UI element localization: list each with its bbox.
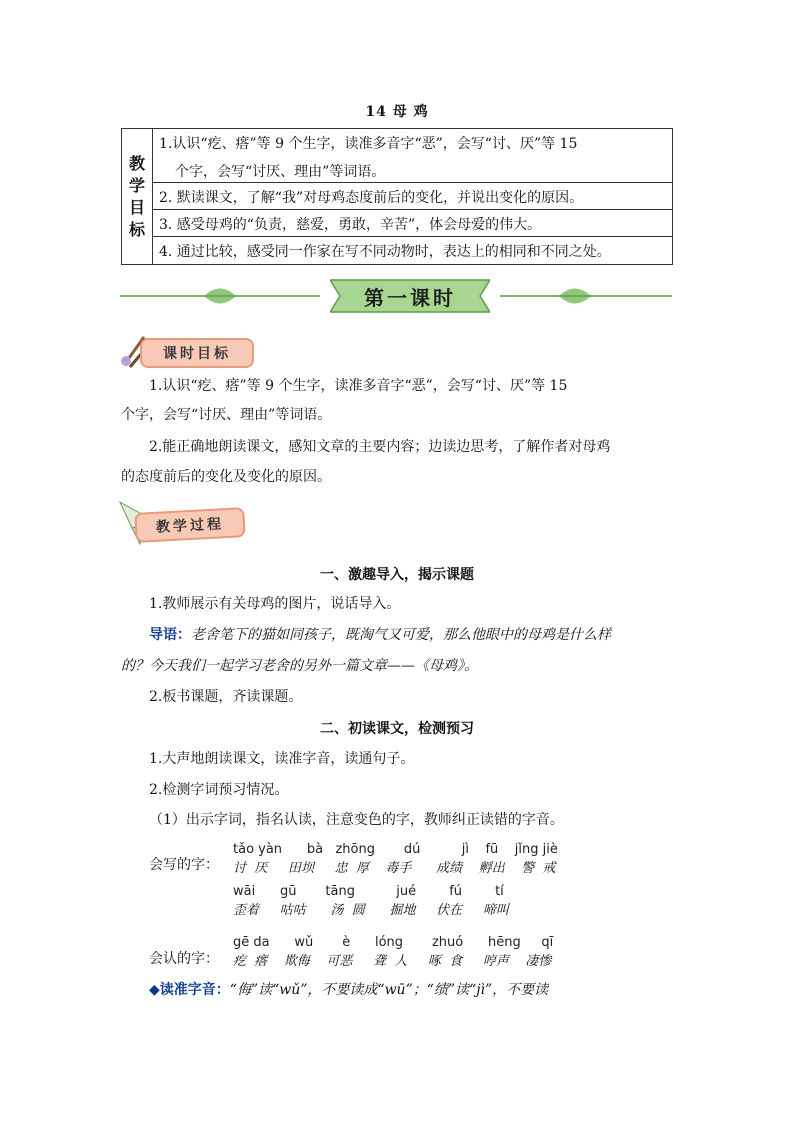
lesson-goals-tag: 课时目标 [140, 338, 254, 368]
objective-item-continued: 个字，会写“讨厌、理由”等词语。 [175, 164, 386, 180]
read-words-label: 会认的字： [149, 951, 219, 967]
intro-label: 导语： [149, 627, 191, 643]
write-pinyin-row: tǎo yàn bà zhōng dú jì fū jǐng jiè [233, 842, 558, 857]
objectives-label-char: 学 [128, 175, 145, 195]
paragraph: （1）出示字词，指名认读，注意变色的字，教师纠正读错的字音。 [149, 812, 564, 828]
read-words-row: 疙 瘩 欺侮 可恶 聋 人 啄 食 哼声 凄惨 [233, 954, 552, 969]
objective-item: 3. 感受母鸡的“负责，慈爱，勇敢，辛苦”，体会母爱的伟大。 [159, 217, 542, 233]
paragraph: 2.板书课题，齐读课题。 [149, 689, 303, 705]
objectives-label-char: 标 [128, 219, 145, 239]
write-words-row: 讨 厌 田坝 忠 厚 毒手 成绩 孵出 警 戒 [233, 861, 556, 876]
page-title: 14 母 鸡 [365, 104, 429, 120]
table-divider [153, 182, 672, 183]
objective-item: 2. 默读课文，了解“我”对母鸡态度前后的变化，并说出变化的原因。 [159, 190, 584, 206]
note-label: ◆读准字音： [149, 982, 230, 998]
objective-item: 1.认识“疙、瘩”等 9 个生字，读准多音字“恶”，会写“讨、厌”等 15 [159, 136, 578, 152]
teaching-process-tag: 教学过程 [134, 507, 245, 543]
objectives-label-char: 教 [128, 153, 145, 173]
section-heading: 一、激趣导入，揭示课题 [320, 567, 474, 583]
note-text: “侮”读“wǔ”，不要读成“wū”；“绩”读“jì”，不要读 [229, 982, 549, 998]
lesson-goal-line: 2.能正确地朗读课文，感知文章的主要内容；边读边思考，了解作者对母鸡 [149, 439, 611, 455]
objective-item: 4. 通过比较，感受同一作家在写不同动物时，表达上的相同和不同之处。 [159, 244, 611, 260]
lesson-banner [330, 278, 490, 314]
objectives-label [122, 129, 153, 264]
intro-text-continued: 的？今天我们一起学习老舍的另外一篇文章——《母鸡》。 [121, 658, 478, 674]
lesson-goal-line: 的态度前后的变化及变化的原因。 [121, 469, 331, 485]
section-heading: 二、初读课文，检测预习 [320, 721, 474, 737]
paragraph: 1.大声地朗读课文，读准字音，读通句子。 [149, 751, 415, 767]
leaf-icon [200, 283, 240, 309]
table-divider [153, 209, 672, 210]
paragraph: 2.检测字词预习情况。 [149, 782, 289, 798]
read-pinyin-row: gē da wǔ è lóng zhuó hēng qī [233, 935, 554, 950]
write-words-row: 歪着 咕咕 汤 圆 掘地 伏在 啼叫 [233, 903, 509, 918]
table-divider [153, 236, 672, 237]
pronunciation-note [149, 980, 548, 1000]
banner-title: 第一课时 [364, 285, 456, 310]
leaf-icon [555, 283, 595, 309]
teaching-objectives-table [121, 128, 673, 265]
objectives-content [153, 129, 672, 264]
objectives-label-char: 目 [128, 197, 145, 217]
write-pinyin-row: wāi gū tāng jué fú tí [233, 884, 504, 899]
write-words-label: 会写的字： [149, 857, 219, 873]
intro-paragraph [149, 625, 611, 645]
lesson-goal-line: 个字，会写“讨厌、理由”等词语。 [121, 407, 332, 423]
paragraph: 1.教师展示有关母鸡的图片，说话导入。 [149, 596, 401, 612]
lesson-goal-line: 1.认识“疙、瘩”等 9 个生字，读准多音字“恶”，会写“讨、厌”等 15 [149, 378, 568, 394]
intro-text: 老舍笔下的猫如同孩子，既淘气又可爱，那么他眼中的母鸡是什么样 [191, 627, 611, 643]
